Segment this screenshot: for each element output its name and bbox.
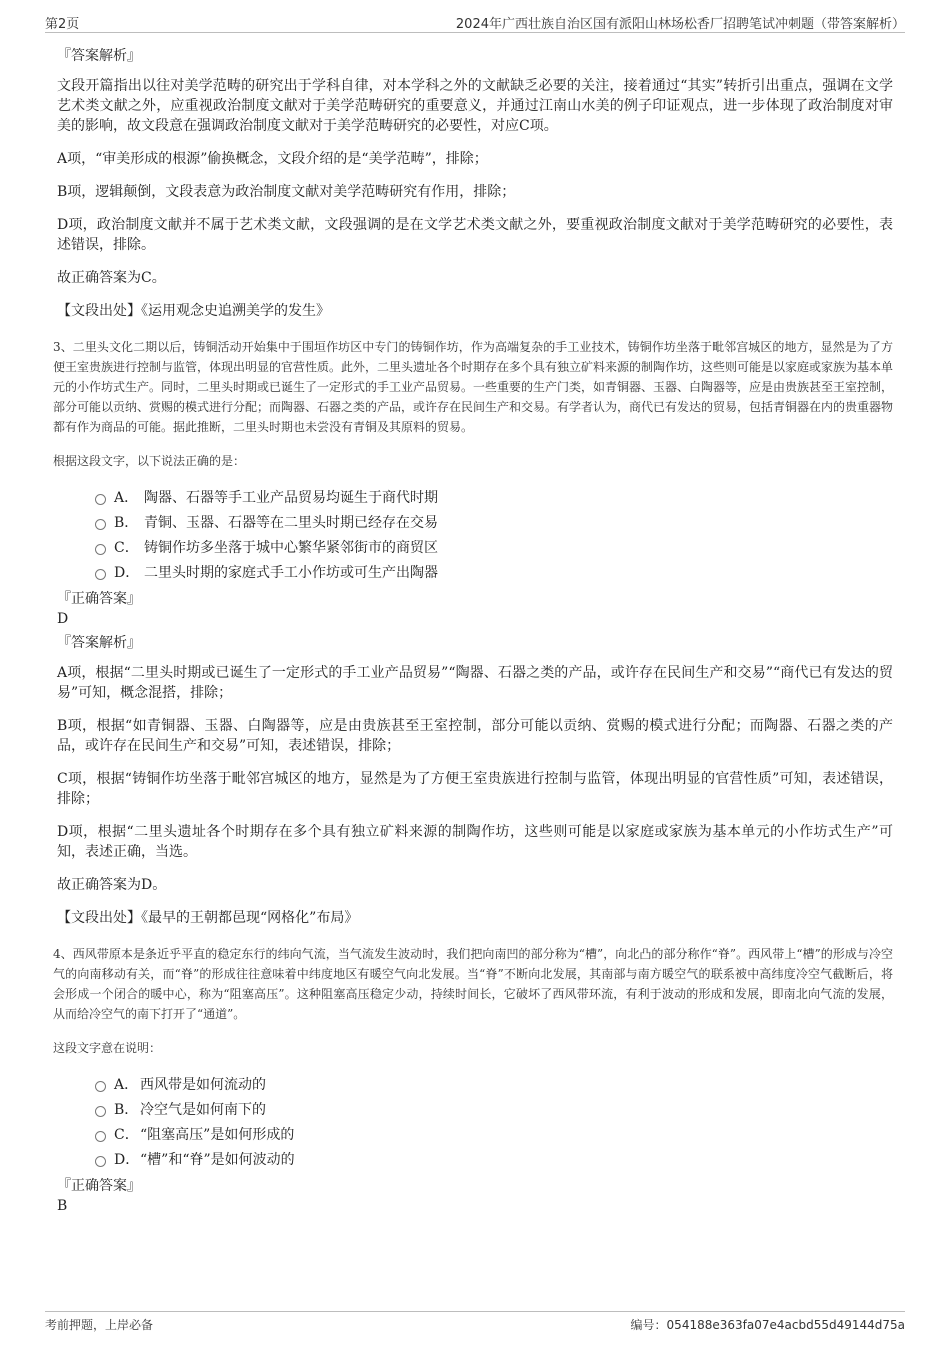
question-prompt: 这段文字意在说明：: [53, 1041, 162, 1055]
option-a[interactable]: [95, 1072, 893, 1097]
option-c[interactable]: [95, 535, 893, 560]
radio-icon[interactable]: [95, 1081, 106, 1092]
option-b[interactable]: [95, 1097, 893, 1122]
analysis-option-b: B项，逻辑颠倒，文段表意为政治制度文献对美学范畴研究有作用，排除；: [57, 184, 516, 200]
analysis-label: 『答案解析』: [57, 48, 141, 64]
correct-answer-label: 『正确答案』: [57, 591, 141, 607]
option-letter: A．: [114, 489, 139, 506]
previous-question-analysis: [57, 46, 893, 321]
correct-answer-label: 『正确答案』: [57, 1178, 141, 1194]
radio-icon[interactable]: [95, 569, 106, 580]
option-d[interactable]: [95, 1147, 893, 1172]
radio-icon[interactable]: [95, 544, 106, 555]
option-c[interactable]: [95, 1122, 893, 1147]
option-text: “槽”和“脊”是如何波动的: [140, 1151, 295, 1168]
footer-slogan: 考前押题，上岸必备: [45, 1318, 154, 1332]
radio-icon[interactable]: [95, 1156, 106, 1167]
analysis-option-d: D项，根据“二里头遗址各个时期存在多个具有独立矿料来源的制陶作坊，这些则可能是以家庭或家族为基本单元的小作坊式生产”可知，表述正确，当选。: [57, 824, 893, 860]
question-4: [53, 944, 893, 1216]
correct-answer: B: [57, 1198, 68, 1214]
analysis-option-d: D项，政治制度文献并不属于艺术类文献，文段强调的是在文学艺术类文献之外，要重视政治制度文献对于美学范畴研究的必要性，表述错误，排除。: [57, 217, 893, 253]
document-id: 编号：054188e363fa07e4acbd55d49144d75a: [630, 1318, 905, 1332]
radio-icon[interactable]: [95, 494, 106, 505]
option-text: “阻塞高压”是如何形成的: [140, 1126, 295, 1143]
analysis-text: 文段开篇指出以往对美学范畴的研究出于学科自律，对本学科之外的文献缺乏必要的关注，接着通过“其实”转折引出重点，强调在文学艺术类文献之外，应重视政治制度文献对于美学范畴研究的重要意义，并通过江南山水美的例子印证观点，进一步体现了政治制度对审美的影响，故文段意在强调政治制度文献对于美学范畴研究的必要性，对应C项。: [57, 78, 893, 134]
question-3: [53, 337, 894, 928]
option-letter: D．: [114, 1151, 140, 1168]
option-text: 西风带是如何流动的: [140, 1076, 266, 1093]
option-letter: C．: [114, 1126, 139, 1143]
option-b[interactable]: [95, 510, 893, 535]
analysis-conclusion: 故正确答案为C。: [57, 270, 166, 286]
option-text: 铸铜作坊多坐落于城中心繁华紧邻街市的商贸区: [144, 539, 438, 556]
analysis-option-b: B项，根据“如青铜器、玉器、白陶器等，应是由贵族甚至王室控制，部分可能以贡纳、赏赐的模式进行分配；而陶器、石器之类的产品，或许存在民间生产和交易”可知，表述错误，排除；: [57, 718, 893, 754]
question-prompt: 根据这段文字，以下说法正确的是：: [53, 454, 246, 468]
option-d[interactable]: [95, 560, 893, 585]
option-text: 陶器、石器等手工业产品贸易均诞生于商代时期: [144, 489, 438, 506]
option-letter: B．: [114, 1101, 139, 1118]
option-letter: C．: [114, 539, 139, 556]
analysis-conclusion: 故正确答案为D。: [57, 877, 167, 893]
option-letter: D．: [114, 564, 140, 581]
radio-icon[interactable]: [95, 1106, 106, 1117]
option-text: 冷空气是如何南下的: [140, 1101, 266, 1118]
analysis-option-a: A项，根据“二里头时期或已诞生了一定形式的手工业产品贸易”“陶器、石器之类的产品，或许存在民间生产和交易”“商代已有发达的贸易”可知，概念混搭，排除；: [57, 665, 893, 701]
radio-icon[interactable]: [95, 1131, 106, 1142]
correct-answer: D: [57, 611, 69, 627]
passage-source: 【文段出处】《运用观念史追溯美学的发生》: [57, 303, 330, 319]
passage-source: 【文段出处】《最早的王朝都邑现“网格化”布局》: [57, 910, 359, 926]
analysis-option-c: C项，根据“铸铜作坊坐落于毗邻宫城区的地方，显然是为了方便王室贵族进行控制与监管，体现出明显的官营性质”可知，表述错误，排除；: [57, 771, 893, 807]
question-text: 4、西风带原本是条近乎平直的稳定东行的纬向气流，当气流发生波动时，我们把向南凹的部分称为“槽”，向北凸的部分称作“脊”。西风带上“槽”的形成与冷空气的向南移动有关，而“脊”的形成往往意味着中纬度地区有暖空气向北发展。当“脊”不断向北发展，其南部与南方暖空气的联系被中高纬度冷空气截断后，将会形成一个闭合的暖中心，称为“阻塞高压”。这种阻塞高压稳定少动，持续时间长，它破坏了西风带环流，有利于波动的形成和发展，即南北向气流的发展，从而给冷空气的南下打开了“通道”。: [53, 947, 893, 1021]
option-letter: B．: [114, 514, 139, 531]
analysis-label: 『答案解析』: [57, 635, 141, 651]
question-text: 3、二里头文化二期以后，铸铜活动开始集中于围垣作坊区中专门的铸铜作坊，作为高端复杂的手工业技术，铸铜作坊坐落于毗邻宫城区的地方，显然是为了方便王室贵族进行控制与监管，体现出明显的官营性质。此外，二里头遗址各个时期存在多个具有独立矿料来源的制陶作坊，这些则可能是以家庭或家族为基本单元的小作坊式生产。同时，二里头时期或已诞生了一定形式的手工业产品贸易。一些重要的生产门类，如青铜器、玉器、白陶器等，应是由贵族甚至王室控制，部分可能以贡纳、赏赐的模式进行分配；而陶器、石器之类的产品，或许存在民间生产和交易。有学者认为，商代已有发达的贸易，包括青铜器在内的贵重器物都有作为商品的可能。据此推断，二里头时期也未尝没有青铜及其原料的贸易。: [53, 340, 894, 434]
radio-icon[interactable]: [95, 519, 106, 530]
option-letter: A．: [114, 1076, 139, 1093]
option-text: 二里头时期的家庭式手工小作坊或可生产出陶器: [144, 564, 438, 581]
page-footer: [45, 1311, 905, 1334]
page-number: 第2页: [45, 17, 80, 32]
options-list: [95, 1072, 893, 1172]
option-a[interactable]: [95, 485, 893, 510]
analysis-option-a: A项，“审美形成的根源”偷换概念，文段介绍的是“美学范畴”，排除；: [57, 151, 488, 167]
option-text: 青铜、玉器、石器等在二里头时期已经存在交易: [144, 514, 438, 531]
document-title: 2024年广西壮族自治区国有派阳山林场松香厂招聘笔试冲刺题（带答案解析）: [455, 17, 905, 32]
page-header: [45, 10, 905, 33]
options-list: [95, 485, 893, 585]
document-body: [53, 46, 894, 1220]
